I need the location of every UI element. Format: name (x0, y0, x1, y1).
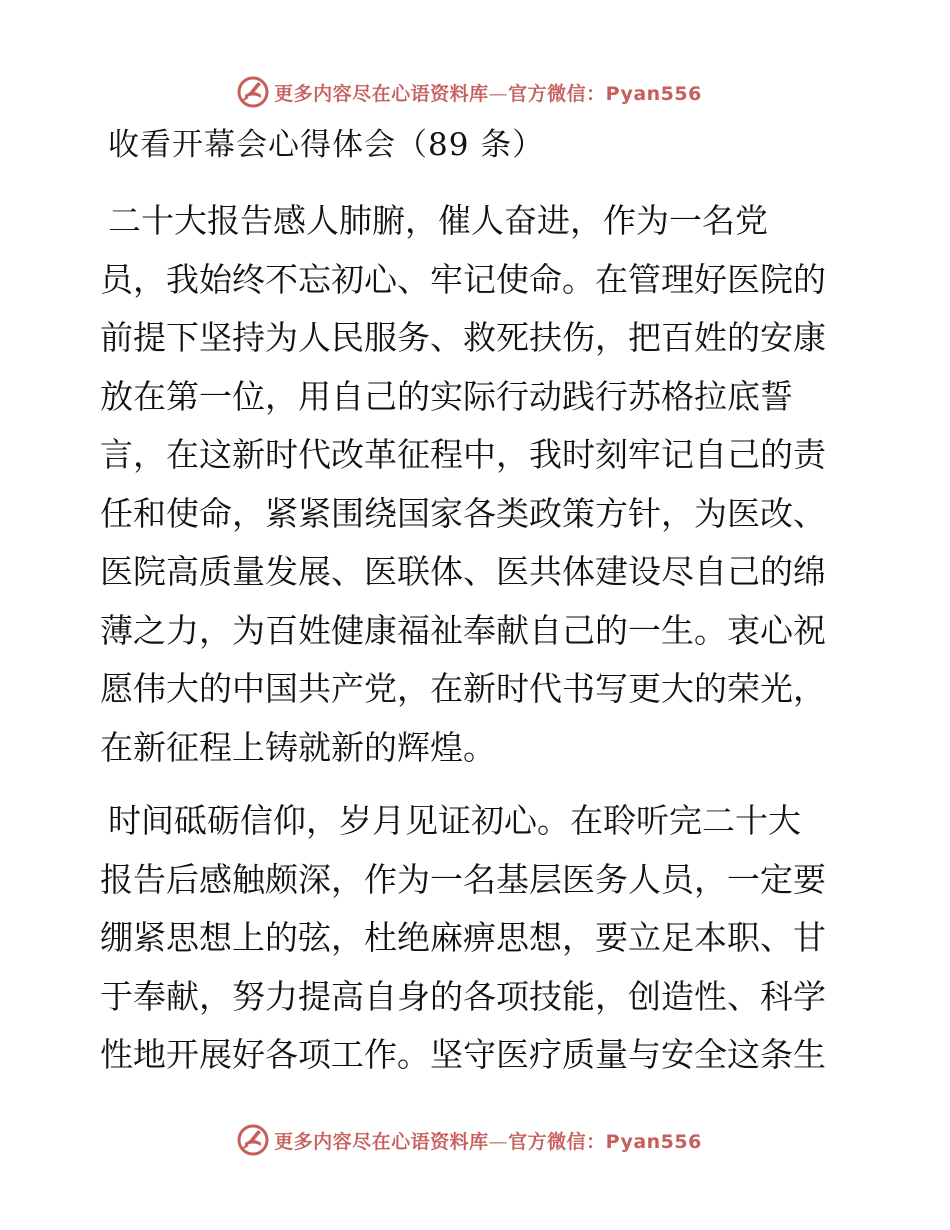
paragraph-line: 二十大报告感人肺腑，催人奋进，作为一名党 (108, 201, 768, 240)
paragraph-1 (100, 192, 846, 777)
header-banner (0, 72, 950, 112)
banner-text: 更多内容尽在心语资料库—官方微信：Pyan556 (274, 1130, 702, 1153)
banner-text: 更多内容尽在心语资料库—官方微信：Pyan556 (274, 82, 702, 105)
footer-banner (0, 1120, 950, 1160)
paragraph-line: 愿伟大的中国共产党，在新时代书写更大的荣光， (100, 669, 826, 708)
book-pen-logo-icon (236, 1123, 270, 1157)
paragraph-line: 时间砥砺信仰，岁月见证初心。在聆听完二十大 (108, 801, 801, 840)
paragraph-line: 员，我始终不忘初心、牢记使命。在管理好医院的 (100, 259, 826, 299)
paragraph-line: 绷紧思想上的弦，杜绝麻痹思想，要立足本职、甘 (100, 918, 826, 957)
paragraph-line: 报告后感触颇深，作为一名基层医务人员，一定要 (100, 859, 826, 899)
paragraph-line: 在新征程上铸就新的辉煌。 (100, 727, 496, 767)
paragraph-2 (100, 792, 846, 1085)
paragraph-line: 任和使命，紧紧围绕国家各类政策方针，为医改、 (100, 493, 826, 533)
paragraph-line: 医院高质量发展、医联体、医共体建设尽自己的绵 (100, 552, 826, 591)
paragraph-line: 性地开展好各项工作。坚守医疗质量与安全这条生 (100, 1035, 826, 1074)
paragraph-line: 言，在这新时代改革征程中，我时刻牢记自己的责 (100, 435, 826, 474)
paragraph-line: 前提下坚持为人民服务、救死扶伤，把百姓的安康 (100, 318, 826, 357)
paragraph-line: 于奉献，努力提高自身的各项技能，创造性、科学 (100, 976, 826, 1016)
page-title: 收看开幕会心得体会（89 条） (108, 127, 545, 163)
paragraph-line: 放在第一位，用自己的实际行动践行苏格拉底誓 (100, 376, 793, 416)
book-pen-logo-icon (236, 75, 270, 109)
paragraph-line: 薄之力，为百姓健康福祉奉献自己的一生。衷心祝 (100, 610, 826, 650)
